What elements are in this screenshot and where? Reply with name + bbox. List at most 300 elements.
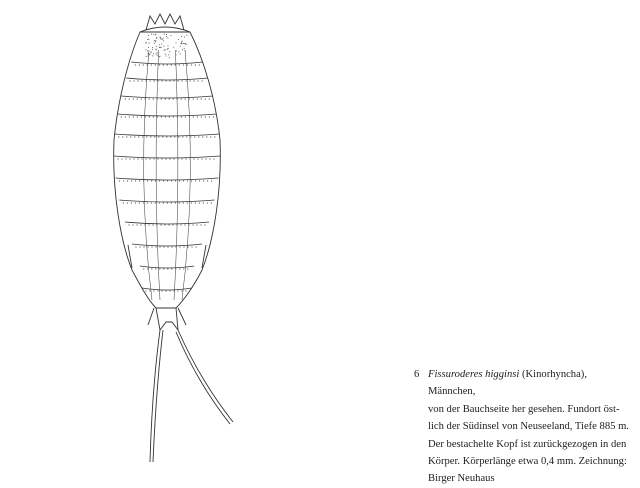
segment-denticle	[163, 64, 164, 65]
right-tail-spine	[178, 330, 233, 422]
segment-denticle	[178, 136, 179, 137]
segment-denticle	[213, 158, 214, 159]
segment-denticle	[155, 180, 156, 181]
head-stipple	[166, 36, 167, 37]
head-stipple	[175, 42, 176, 43]
segment-denticle	[133, 116, 134, 117]
segment-denticle	[144, 224, 145, 225]
segment-denticle	[170, 80, 171, 81]
head-stipple	[159, 47, 160, 48]
head-stipple	[156, 46, 157, 47]
segment-denticle	[150, 80, 151, 81]
segment-denticle	[135, 64, 136, 65]
segment-denticle	[143, 180, 144, 181]
segment-denticle	[161, 116, 162, 117]
segment-denticle	[152, 224, 153, 225]
head-stipple	[156, 53, 157, 54]
segment-denticle	[149, 290, 150, 291]
segment-denticle	[191, 246, 192, 247]
segment-denticle	[179, 202, 180, 203]
head-stipple	[160, 37, 161, 38]
segment-denticle	[182, 80, 183, 81]
segment-line	[117, 114, 216, 116]
segment-line	[116, 178, 219, 180]
head-stipple	[149, 43, 150, 44]
segment-denticle	[177, 116, 178, 117]
segment-denticle	[166, 80, 167, 81]
segment-denticle	[183, 180, 184, 181]
segment-denticle	[193, 98, 194, 99]
segment-line	[125, 222, 209, 224]
head-stipple	[165, 49, 166, 50]
segment-denticle	[148, 224, 149, 225]
segment-denticle	[134, 80, 135, 81]
segment-denticle	[173, 116, 174, 117]
segment-denticle	[210, 136, 211, 137]
figure-number: 6	[414, 369, 420, 380]
segment-denticle	[173, 98, 174, 99]
segment-denticle	[142, 136, 143, 137]
head-stipple	[150, 52, 151, 53]
segment-denticle	[168, 224, 169, 225]
segment-denticle	[172, 224, 173, 225]
body-outline	[114, 32, 221, 308]
segment-denticle	[167, 202, 168, 203]
segment-denticle	[190, 136, 191, 137]
head-stipple	[181, 36, 182, 37]
caption-line-3: lich der Südinsel von Neuseeland, Tiefe 885 m.	[428, 421, 629, 433]
segment-denticle	[151, 202, 152, 203]
segment-denticle	[200, 224, 201, 225]
segment-denticle	[181, 116, 182, 117]
head-stipple	[161, 47, 162, 48]
segment-denticle	[190, 80, 191, 81]
segment-denticle	[176, 224, 177, 225]
segment-denticle	[169, 290, 170, 291]
head-stipple	[146, 56, 147, 57]
segment-denticle	[175, 246, 176, 247]
segment-denticle	[162, 136, 163, 137]
segment-denticle	[169, 98, 170, 99]
segment-denticle	[167, 180, 168, 181]
segment-denticle	[143, 246, 144, 247]
segment-denticle	[175, 268, 176, 269]
segment-denticle	[139, 64, 140, 65]
segment-denticle	[153, 116, 154, 117]
segment-denticle	[163, 246, 164, 247]
head-stipple	[180, 53, 181, 54]
segment-denticle	[175, 64, 176, 65]
segment-denticle	[179, 246, 180, 247]
head-stipple	[152, 47, 153, 48]
head-stipple	[169, 57, 170, 58]
head-stipple	[163, 40, 164, 41]
head-stipple	[175, 54, 176, 55]
longitudinal-line	[156, 50, 160, 300]
segment-denticle	[175, 180, 176, 181]
head-stipple	[184, 36, 185, 37]
segment-denticle	[169, 158, 170, 159]
head-stipple	[182, 49, 183, 50]
segment-denticle	[130, 80, 131, 81]
segment-denticle	[143, 202, 144, 203]
segment-denticle	[197, 158, 198, 159]
segment-denticle	[133, 158, 134, 159]
segment-denticle	[199, 64, 200, 65]
segment-denticle	[153, 98, 154, 99]
head-stipple	[146, 42, 147, 43]
segment-denticle	[147, 202, 148, 203]
segment-denticle	[133, 98, 134, 99]
segment-denticle	[162, 80, 163, 81]
head-stipple	[166, 34, 167, 35]
segment-denticle	[205, 158, 206, 159]
segment-denticle	[135, 202, 136, 203]
head-stipple	[154, 40, 155, 41]
segment-denticle	[163, 268, 164, 269]
segment-denticle	[178, 80, 179, 81]
segment-denticle	[185, 158, 186, 159]
head-stipple	[166, 55, 167, 56]
segment-denticle	[159, 180, 160, 181]
segment-denticle	[145, 98, 146, 99]
segment-denticle	[201, 98, 202, 99]
segment-denticle	[157, 98, 158, 99]
head-stipple	[153, 53, 154, 54]
segment-denticle	[177, 290, 178, 291]
segment-denticle	[142, 80, 143, 81]
segment-denticle	[151, 268, 152, 269]
segment-denticle	[198, 136, 199, 137]
segment-denticle	[171, 64, 172, 65]
segment-denticle	[149, 158, 150, 159]
segment-denticle	[155, 202, 156, 203]
head-stipple	[152, 49, 153, 50]
species-name: Fissuroderes higginsi	[428, 369, 520, 380]
segment-denticle	[211, 180, 212, 181]
segment-denticle	[125, 98, 126, 99]
segment-denticle	[146, 80, 147, 81]
segment-denticle	[141, 158, 142, 159]
segment-denticle	[207, 202, 208, 203]
longitudinal-line	[144, 50, 152, 300]
segment-denticle	[159, 246, 160, 247]
segment-denticle	[157, 116, 158, 117]
segment-denticle	[187, 64, 188, 65]
head-stipple	[185, 43, 186, 44]
segment-denticle	[174, 136, 175, 137]
segment-denticle	[183, 246, 184, 247]
segment-denticle	[137, 116, 138, 117]
segment-denticle	[205, 98, 206, 99]
segment-line	[114, 156, 220, 158]
segment-denticle	[143, 268, 144, 269]
head-stipple	[145, 49, 146, 50]
segment-denticle	[197, 98, 198, 99]
segment-denticle	[154, 80, 155, 81]
segment-denticle	[181, 158, 182, 159]
segment-denticle	[209, 116, 210, 117]
segment-denticle	[147, 180, 148, 181]
head-stipple	[156, 49, 157, 50]
head-stipple	[148, 47, 149, 48]
segment-denticle	[137, 158, 138, 159]
segment-denticle	[137, 98, 138, 99]
left-tail-spine	[150, 330, 160, 462]
head-stipple	[184, 48, 185, 49]
head-stipple	[168, 48, 169, 49]
segment-denticle	[171, 268, 172, 269]
segment-denticle	[203, 180, 204, 181]
segment-denticle	[187, 268, 188, 269]
segment-denticle	[119, 180, 120, 181]
segment-denticle	[188, 224, 189, 225]
segment-denticle	[199, 180, 200, 181]
segment-denticle	[131, 202, 132, 203]
head-stipple	[176, 50, 177, 51]
segment-denticle	[159, 64, 160, 65]
segment-denticle	[195, 246, 196, 247]
head-stipple	[167, 49, 168, 50]
segment-denticle	[187, 246, 188, 247]
segment-line	[142, 288, 192, 290]
head-stipple	[165, 54, 166, 55]
head-stipple	[155, 41, 156, 42]
segment-denticle	[159, 202, 160, 203]
segment-denticle	[149, 116, 150, 117]
head-stipple	[153, 34, 154, 35]
segment-denticle	[201, 116, 202, 117]
segment-denticle	[135, 246, 136, 247]
lateral-spine-left-2	[148, 308, 154, 325]
segment-denticle	[121, 158, 122, 159]
segment-denticle	[187, 180, 188, 181]
head-stipple	[168, 54, 169, 55]
head-stipple	[147, 53, 148, 54]
segment-denticle	[122, 136, 123, 137]
head-stipple	[180, 46, 181, 47]
segment-denticle	[163, 180, 164, 181]
segment-denticle	[139, 202, 140, 203]
head-stipple	[155, 34, 156, 35]
segment-denticle	[187, 202, 188, 203]
head-stipple	[163, 37, 164, 38]
head-stipple	[149, 54, 150, 55]
segment-line	[115, 134, 219, 136]
segment-denticle	[160, 224, 161, 225]
lateral-spine-right-2	[178, 308, 186, 325]
segment-denticle	[173, 290, 174, 291]
segment-denticle	[213, 116, 214, 117]
segment-denticle	[181, 290, 182, 291]
segment-denticle	[191, 180, 192, 181]
segment-denticle	[141, 98, 142, 99]
caption-line-5: Körper. Körperlänge etwa 0,4 mm. Zeichnung:	[428, 456, 627, 468]
head-stipple	[164, 34, 165, 35]
segment-denticle	[170, 136, 171, 137]
head-stipple	[163, 50, 164, 51]
segment-denticle	[195, 180, 196, 181]
head-stipple	[167, 45, 168, 46]
segment-denticle	[204, 224, 205, 225]
head-stipple	[148, 35, 149, 36]
segment-denticle	[132, 224, 133, 225]
head-stipple	[186, 35, 187, 36]
segment-denticle	[135, 180, 136, 181]
caption-line-2: von der Bauchseite her gesehen. Fundort öst-	[428, 403, 620, 415]
segment-denticle	[121, 116, 122, 117]
segment-denticle	[179, 180, 180, 181]
segment-denticle	[134, 136, 135, 137]
segment-denticle	[128, 224, 129, 225]
segment-denticle	[183, 64, 184, 65]
segment-denticle	[167, 64, 168, 65]
segment-denticle	[129, 116, 130, 117]
segment-denticle	[155, 268, 156, 269]
segment-denticle	[186, 80, 187, 81]
segment-denticle	[154, 136, 155, 137]
segment-denticle	[171, 202, 172, 203]
segment-denticle	[147, 64, 148, 65]
segment-denticle	[161, 98, 162, 99]
terminal-segment	[156, 308, 178, 330]
segment-line	[121, 96, 213, 98]
figure-caption	[414, 366, 631, 488]
segment-denticle	[130, 136, 131, 137]
segment-denticle	[147, 246, 148, 247]
segment-denticle	[198, 80, 199, 81]
segment-denticle	[146, 136, 147, 137]
segment-denticle	[143, 64, 144, 65]
segment-denticle	[147, 268, 148, 269]
segment-denticle	[153, 158, 154, 159]
head-stipple	[181, 42, 182, 43]
segment-line	[132, 244, 202, 246]
segment-denticle	[202, 80, 203, 81]
segment-denticle	[180, 224, 181, 225]
segment-denticle	[141, 116, 142, 117]
segment-denticle	[191, 64, 192, 65]
segment-denticle	[139, 180, 140, 181]
segment-denticle	[117, 158, 118, 159]
segment-denticle	[199, 202, 200, 203]
segment-denticle	[149, 98, 150, 99]
segment-denticle	[131, 180, 132, 181]
head-stipple	[173, 47, 174, 48]
head-stipple	[160, 38, 161, 39]
head-stipple	[147, 50, 148, 51]
segment-denticle	[136, 224, 137, 225]
segment-denticle	[201, 158, 202, 159]
head-stipple	[159, 44, 160, 45]
segment-denticle	[151, 246, 152, 247]
segment-denticle	[145, 158, 146, 159]
segment-denticle	[165, 116, 166, 117]
segment-denticle	[189, 158, 190, 159]
segment-denticle	[206, 136, 207, 137]
segment-denticle	[192, 224, 193, 225]
segment-denticle	[214, 136, 215, 137]
segment-denticle	[167, 246, 168, 247]
segment-denticle	[161, 158, 162, 159]
segment-denticle	[177, 98, 178, 99]
segment-line	[131, 62, 202, 64]
head-stipple	[184, 43, 185, 44]
caption-line-4: Der bestachelte Kopf ist zurückgezogen in den	[428, 438, 627, 450]
head-stipple	[154, 43, 155, 44]
head-stipple	[185, 50, 186, 51]
segment-denticle	[165, 98, 166, 99]
segment-denticle	[123, 180, 124, 181]
segment-denticle	[177, 158, 178, 159]
segment-denticle	[196, 224, 197, 225]
head-stipple	[183, 43, 184, 44]
head-stipple	[181, 43, 182, 44]
segment-denticle	[193, 116, 194, 117]
segment-denticle	[153, 290, 154, 291]
segment-denticle	[150, 136, 151, 137]
segment-denticle	[158, 80, 159, 81]
segment-denticle	[155, 246, 156, 247]
segment-denticle	[159, 268, 160, 269]
segment-denticle	[181, 98, 182, 99]
segment-denticle	[197, 116, 198, 117]
segment-denticle	[186, 136, 187, 137]
segment-denticle	[183, 202, 184, 203]
segment-denticle	[139, 246, 140, 247]
head-stipple	[169, 51, 170, 52]
head-stipple	[185, 44, 186, 45]
segment-denticle	[125, 158, 126, 159]
segment-denticle	[209, 98, 210, 99]
segment-denticle	[125, 116, 126, 117]
head-stipple	[155, 40, 156, 41]
segment-denticle	[161, 290, 162, 291]
segment-denticle	[194, 136, 195, 137]
segment-denticle	[166, 136, 167, 137]
segment-denticle	[151, 64, 152, 65]
head-stipple	[148, 39, 149, 40]
segment-denticle	[158, 136, 159, 137]
segment-denticle	[165, 158, 166, 159]
head-stipple	[163, 46, 164, 47]
head-stipple	[157, 52, 158, 53]
head-stipple	[156, 37, 157, 38]
head-stipple	[161, 43, 162, 44]
segment-denticle	[171, 180, 172, 181]
segment-denticle	[138, 80, 139, 81]
longitudinal-line	[182, 50, 190, 300]
segment-denticle	[207, 180, 208, 181]
head-stipple	[162, 39, 163, 40]
head-stipple	[180, 43, 181, 44]
longitudinal-line	[174, 50, 178, 300]
segment-denticle	[193, 158, 194, 159]
segment-denticle	[185, 290, 186, 291]
caption-line-6: Birger Neuhaus	[428, 473, 495, 485]
segment-denticle	[129, 98, 130, 99]
segment-denticle	[138, 136, 139, 137]
head-stipple	[170, 35, 171, 36]
segment-line	[140, 266, 194, 268]
head-stipple	[182, 41, 183, 42]
segment-denticle	[167, 268, 168, 269]
head-stipple	[167, 37, 168, 38]
segment-denticle	[209, 158, 210, 159]
segment-denticle	[194, 80, 195, 81]
segment-denticle	[126, 136, 127, 137]
segment-denticle	[202, 136, 203, 137]
